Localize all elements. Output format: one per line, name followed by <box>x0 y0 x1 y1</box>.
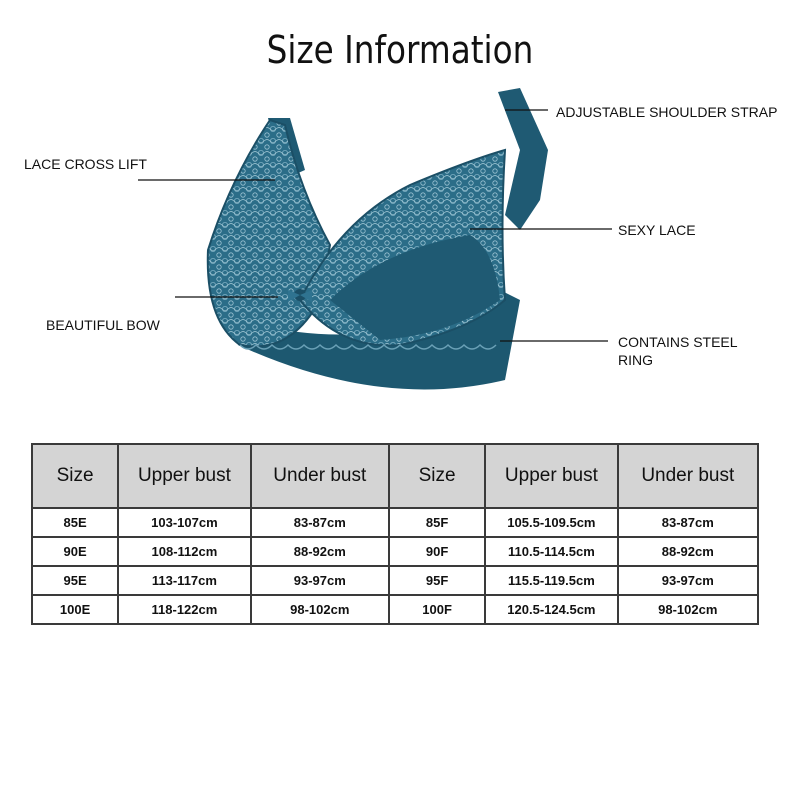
callout-sexy-lace: SEXY LACE <box>618 222 696 238</box>
table-cell: 113-117cm <box>118 566 250 595</box>
table-cell: 110.5-114.5cm <box>485 537 617 566</box>
table-cell: 83-87cm <box>618 508 758 537</box>
header-size: Size <box>32 444 118 508</box>
callout-lace-cross-lift: LACE CROSS LIFT <box>24 156 147 172</box>
header-upper-bust: Upper bust <box>118 444 250 508</box>
table-cell: 88-92cm <box>251 537 389 566</box>
table-cell: 98-102cm <box>251 595 389 624</box>
header-size: Size <box>389 444 485 508</box>
table-cell: 103-107cm <box>118 508 250 537</box>
table-cell: 105.5-109.5cm <box>485 508 617 537</box>
table-cell: 100E <box>32 595 118 624</box>
table-cell: 118-122cm <box>118 595 250 624</box>
table-row <box>32 508 758 537</box>
callout-adjustable-strap: ADJUSTABLE SHOULDER STRAP <box>556 104 778 120</box>
table-cell: 93-97cm <box>251 566 389 595</box>
table-cell: 115.5-119.5cm <box>485 566 617 595</box>
callout-steel-ring <box>618 333 738 369</box>
table-cell: 90F <box>389 537 485 566</box>
callout-steel-ring-line2: RING <box>618 352 653 368</box>
table-cell: 90E <box>32 537 118 566</box>
table-cell: 100F <box>389 595 485 624</box>
table-cell: 95F <box>389 566 485 595</box>
table-cell: 83-87cm <box>251 508 389 537</box>
size-chart-table <box>31 443 759 625</box>
header-under-bust: Under bust <box>251 444 389 508</box>
table-cell: 88-92cm <box>618 537 758 566</box>
table-row <box>32 537 758 566</box>
table-cell: 85F <box>389 508 485 537</box>
callout-beautiful-bow: BEAUTIFUL BOW <box>46 317 160 333</box>
table-cell: 93-97cm <box>618 566 758 595</box>
table-header-row <box>32 444 758 508</box>
table-row <box>32 566 758 595</box>
page-title: Size Information <box>266 28 534 72</box>
table-cell: 108-112cm <box>118 537 250 566</box>
table-cell: 85E <box>32 508 118 537</box>
right-strap <box>498 88 548 230</box>
table-cell: 120.5-124.5cm <box>485 595 617 624</box>
table-row <box>32 595 758 624</box>
table-cell: 95E <box>32 566 118 595</box>
header-upper-bust: Upper bust <box>485 444 617 508</box>
callout-steel-ring-line1: CONTAINS STEEL <box>618 334 738 350</box>
table-cell: 98-102cm <box>618 595 758 624</box>
header-under-bust: Under bust <box>618 444 758 508</box>
